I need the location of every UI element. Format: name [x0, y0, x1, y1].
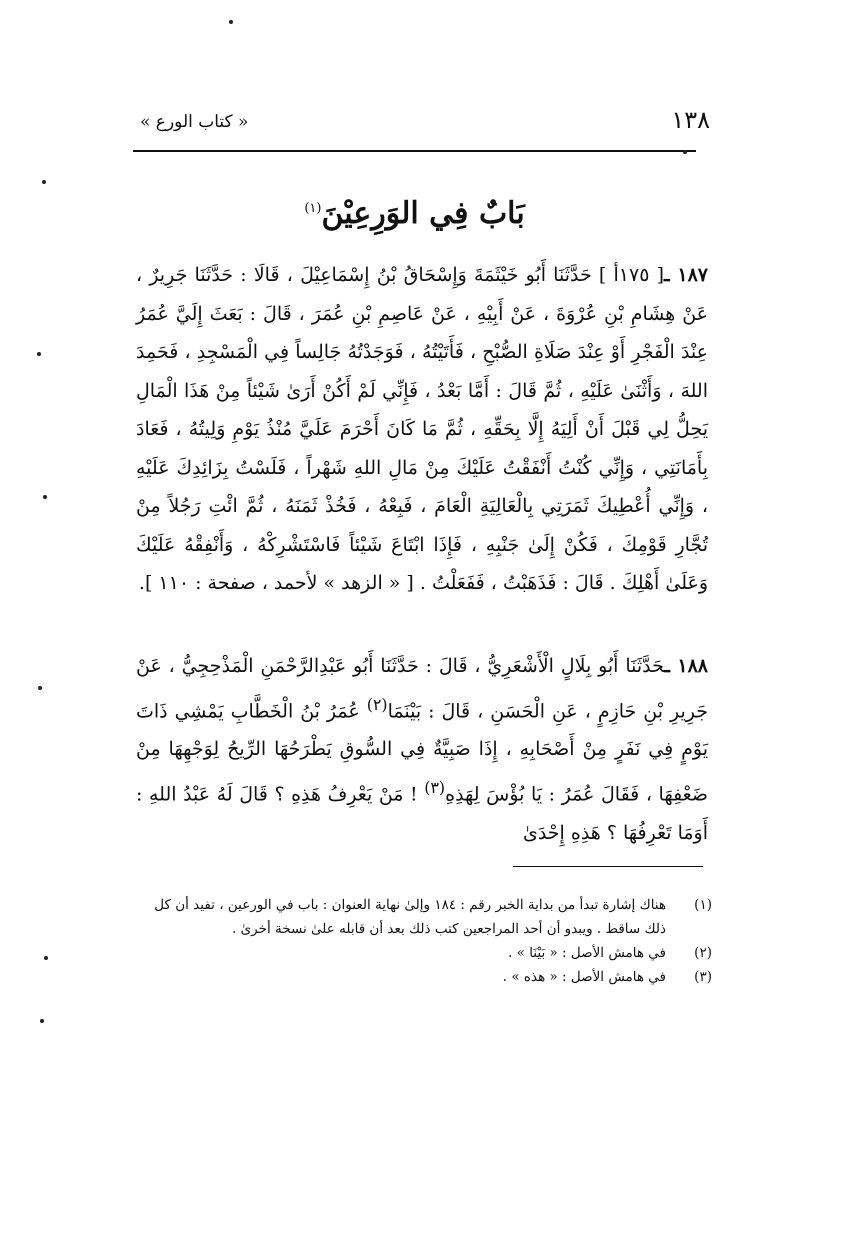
footnote-number: (٢) — [694, 945, 712, 961]
hadith-text-part-2: عُمَرُ بْنُ الْخَطَّابِ يَمْشِي ذَاتَ يَوْمٍ فِي نَفَرٍ مِنْ أَصْحَابِهِ ، إِذَا صَبِيَّةٌ فِي السُّوقِ يَطْرَحُهَا الرِّيحُ لِوَجْهِهَا مِنْ ضَعْفِهَا ، فَقَالَ عُمَرُ : يَا بُؤْسَ لِهَذِهِ — [136, 699, 708, 806]
footnote-2 — [130, 941, 712, 965]
hadith-number: ١٨٧ ـ — [664, 264, 708, 286]
running-header-title: « كتاب الورع » — [140, 112, 249, 132]
footnote-ref-2: (٢) — [366, 694, 388, 714]
scan-speck — [229, 20, 233, 24]
footnote-separator — [513, 866, 703, 867]
scan-speck — [683, 150, 687, 154]
hadith-187 — [136, 256, 708, 603]
chapter-title-text: بَابٌ فِي الوَرِعِيْنَ — [321, 196, 525, 231]
scan-speck — [37, 352, 41, 356]
footnote-text: هناك إشارة تبدأ من بداية الخبر رقم : ١٨٤ وإلىٰ نهاية العنوان : باب في الورعين ، تفيد أن كل ذلك ساقط . ويبدو أن أحد المراجعين كتب ذلك بعد أن قابله علىٰ نسخة أخرىٰ . — [154, 897, 666, 937]
hadith-number: ١٨٨ ـ — [664, 655, 708, 677]
hadith-text-part-1: حَدَّثَنَا أَبُو بِلَالٍ الْأَشْعَرِيُّ ، قَالَ : حَدَّثَنَا أَبُو عَبْدِالرَّحْمَنِ الْمَذْحِجِيُّ ، عَنْ جَرِيرِ بْنِ حَازِمٍ ، عَنِ الْحَسَنِ ، قَالَ : بَيْنَمَا — [136, 655, 708, 722]
scan-speck — [38, 686, 42, 690]
scan-speck — [43, 495, 47, 499]
footnote-1 — [130, 893, 712, 941]
footnotes — [130, 893, 712, 989]
scan-speck — [44, 956, 48, 960]
hadith-text: [ ١٧٥أ ] حَدَّثَنَا أَبُو خَيْثَمَةَ وَإِسْحَاقُ بْنُ إِسْمَاعِيْلَ ، قَالَا : حَدَّثَنَا جَرِيرٌ ، عَنْ هِشَامِ بْنِ عُرْوَةَ ، عَنْ أَبِيْهِ ، عَنْ عَاصِمِ بْنِ عُمَرَ ، قَالَ : بَعَثَ إِلَيَّ عُمَرُ عِنْدَ الْفَجْرِ أَوْ عِنْدَ صَلَاةِ الصُّبْحِ ، فَأَتَيْتُهُ ، فَوَجَدْتُهُ جَالِساً فِي الْمَسْجِدِ ، فَحَمِدَ اللهَ ، وَأَثْنَىٰ عَلَيْهِ ، ثُمَّ قَالَ : أَمَّا بَعْدُ ، فَإِنِّي لَمْ أَكُنْ أَرَىٰ شَيْئاً مِنْ هَذَا الْمَالِ يَحِلُّ لِي قَبْلَ أَنْ أَلِيَهُ إِلَّا بِحَقِّهِ ، ثُمَّ مَا كَانَ أَحْرَمَ عَلَيَّ مُنْذُ يَوْمِ وَلِيتُهُ ، فَعَادَ بِأَمَانَتِي ، وَإِنِّي كُنْتُ أَنْفَقْتُ عَلَيْكَ مِنْ مَالِ اللهِ شَهْراً ، فَلَسْتُ بِزَائِدِكَ عَلَيْهِ ، وَإِنِّي أُعْطِيكَ ثَمَرَتِي بِالْعَالِيَةِ الْعَامَ ، فَبِعْهُ ، فَخُذْ ثَمَنَهُ ، ثُمَّ ائْتِ رَجُلاً مِنْ تُجَّارِ قَوْمِكَ ، فَكُنْ إِلَىٰ جَنْبِهِ ، فَإِذَا ابْتَاعَ شَيْئاً فَاسْتَشْرِكْهُ ، وَأَنْفِقْهُ عَلَيْكَ وَعَلَىٰ أَهْلِكَ . قَالَ : فَذَهَبْتُ ، فَفَعَلْتُ . [ « الزهد » لأحمد ، صفحة : ١١٠ ]. — [136, 264, 708, 594]
footnote-ref-3: (٣) — [424, 777, 446, 797]
scan-speck — [40, 1019, 44, 1023]
header-rule — [133, 150, 696, 152]
footnote-text: في هامش الأصل : « بَيْنَا » . — [508, 945, 666, 961]
footnote-3 — [130, 965, 712, 989]
hadith-188 — [136, 647, 708, 852]
footnote-number: (١) — [694, 897, 712, 913]
footnote-text: في هامش الأصل : « هذه » . — [502, 969, 666, 985]
chapter-title — [133, 196, 696, 231]
page-number: ١٣٨ — [671, 106, 710, 134]
hadith-text-part-3: ! مَنْ يَعْرِفُ هَذِهِ ؟ قَالَ لَهُ عَبْدُ اللهِ : أَوَمَا تَعْرِفُهَا ؟ هَذِهِ إِحْدَىٰ — [136, 783, 708, 844]
chapter-footnote-ref: (١) — [304, 201, 322, 216]
footnote-number: (٣) — [694, 969, 712, 985]
scan-speck — [42, 180, 46, 184]
